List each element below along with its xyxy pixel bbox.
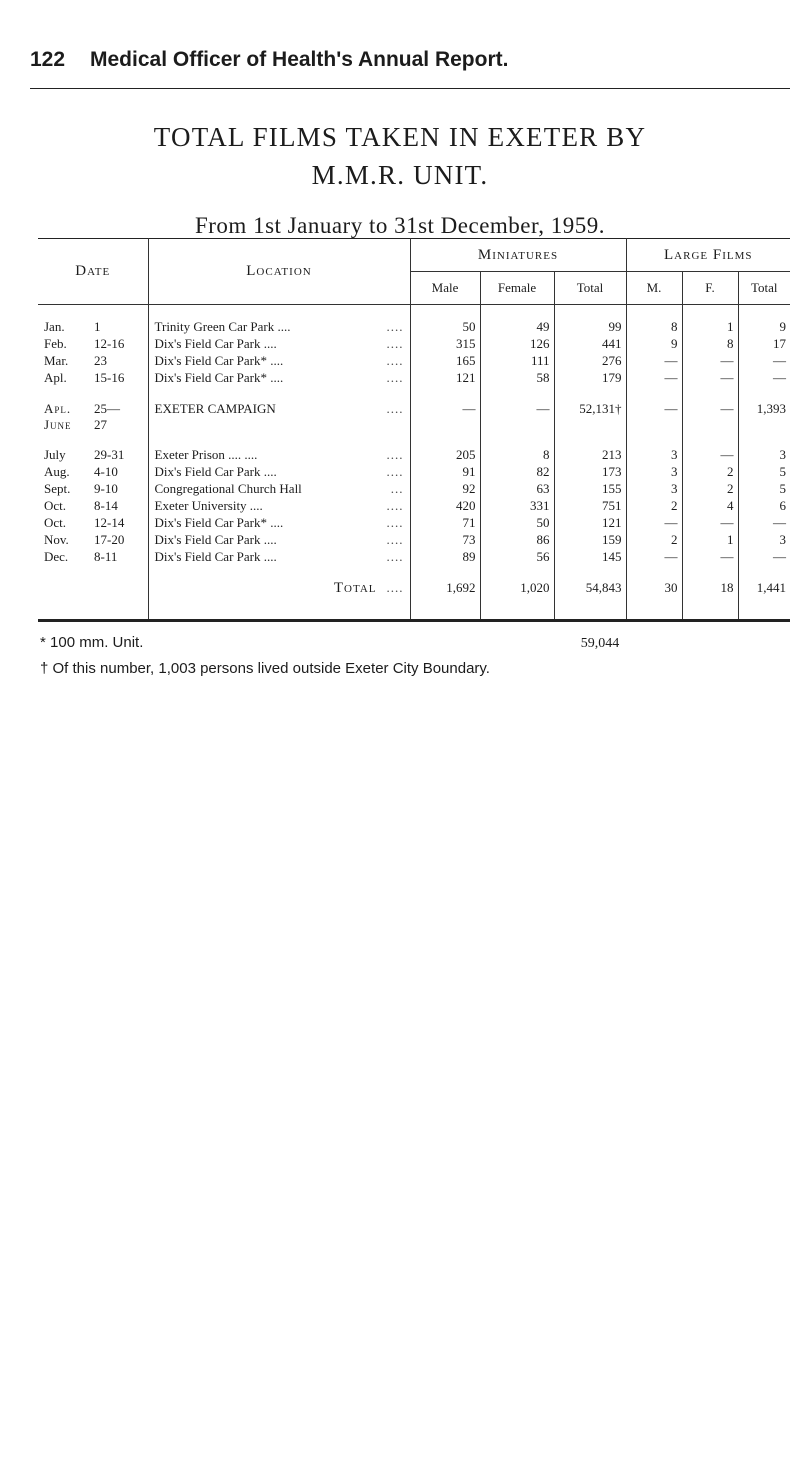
row-male: 73: [410, 532, 480, 549]
row-total: 155: [554, 481, 626, 498]
row-f: 1: [682, 532, 738, 549]
totals-label-text: Total: [333, 580, 377, 596]
totals-f: 18: [682, 580, 738, 597]
totals-row: [38, 580, 790, 597]
row-date: [38, 370, 148, 387]
row-ltotal: 5: [779, 464, 787, 479]
row-day: 23: [94, 353, 107, 368]
row-m: —: [626, 549, 682, 566]
page-header: [30, 48, 790, 89]
row-total: 276: [554, 353, 626, 370]
row-m: —: [626, 515, 682, 532]
row-m: 8: [626, 319, 682, 336]
row-m: 2: [626, 498, 682, 515]
row-location-text: Exeter University ....: [154, 498, 263, 513]
header-female: Female: [480, 272, 554, 305]
row-leader-dots: ....: [386, 353, 404, 368]
row-date: [38, 353, 148, 370]
header-m: M.: [626, 272, 682, 305]
row-total: 159: [554, 532, 626, 549]
header-large-total: Total: [751, 280, 778, 295]
row-total: 99: [554, 319, 626, 336]
table-row: [38, 515, 790, 532]
row-m: 3: [626, 481, 682, 498]
row-location-text: Dix's Field Car Park ....: [154, 549, 277, 564]
row-m: —: [626, 401, 682, 433]
row-total: 145: [554, 549, 626, 566]
row-day: 12-14: [94, 515, 125, 530]
row-f: —: [682, 515, 738, 532]
totals-m: 30: [626, 580, 682, 597]
row-f: 2: [682, 481, 738, 498]
row-leader-dots: ....: [386, 498, 404, 513]
row-month: Nov.: [44, 532, 69, 547]
row-total: 121: [554, 515, 626, 532]
row-location: [148, 353, 410, 370]
row-male: 420: [410, 498, 480, 515]
footnote-star: * 100 mm. Unit.: [40, 634, 144, 651]
table-row: [38, 319, 790, 336]
row-female: 82: [480, 464, 554, 481]
row-month: Apl.: [44, 370, 67, 385]
row-day: 8-14: [94, 498, 118, 513]
subtitle: From 1st January to 31st December, 1959.: [194, 213, 605, 238]
running-title: Medical Officer of Health's Annual Report.: [90, 48, 509, 71]
row-leader-dots: ....: [386, 336, 404, 351]
row-day: 15-16: [94, 370, 125, 385]
row-f: —: [682, 447, 738, 464]
row-leader-dots: ....: [386, 549, 404, 564]
row-month: Mar.: [44, 353, 69, 368]
row-leader-dots: ....: [386, 532, 404, 547]
header-male: Male: [410, 272, 480, 305]
row-month: July: [44, 447, 66, 462]
row-month: Apl.: [44, 401, 72, 416]
totals-ltotal: 1,441: [756, 580, 787, 595]
row-location: [148, 532, 410, 549]
row-f: —: [682, 401, 738, 433]
totals-label: [148, 580, 410, 597]
row-ltotal: —: [773, 370, 787, 385]
row-f: —: [682, 353, 738, 370]
row-day: 29-31: [94, 447, 125, 462]
title-line-1: TOTAL FILMS TAKEN IN EXETER BY: [153, 122, 647, 152]
row-ltotal: 3: [779, 447, 787, 462]
row-m: —: [626, 353, 682, 370]
row-leader-dots: ....: [386, 319, 404, 334]
table-row: [38, 370, 790, 387]
row-location-text: Congregational Church Hall: [154, 481, 302, 496]
row-male: 315: [410, 336, 480, 353]
totals-total: 54,843: [554, 580, 626, 597]
row-male: 92: [410, 481, 480, 498]
row-male: 121: [410, 370, 480, 387]
row-ltotal: 17: [773, 336, 787, 351]
row-ltotal: —: [773, 549, 787, 564]
row-total: 173: [554, 464, 626, 481]
row-location-text: Dix's Field Car Park ....: [154, 532, 277, 547]
row-female: 331: [480, 498, 554, 515]
row-day-end: 27: [94, 417, 107, 432]
header-f: F.: [682, 272, 738, 305]
row-location: [148, 319, 410, 336]
row-ltotal: 6: [779, 498, 787, 513]
row-m: 3: [626, 464, 682, 481]
row-location-text: Dix's Field Car Park ....: [154, 464, 277, 479]
row-location: [148, 549, 410, 566]
row-female: 8: [480, 447, 554, 464]
row-total: 213: [554, 447, 626, 464]
table-row: [38, 336, 790, 353]
row-date: [38, 515, 148, 532]
table-row: [38, 447, 790, 464]
row-f: 1: [682, 319, 738, 336]
row-location-text: EXETER CAMPAIGN: [154, 401, 276, 416]
header-location: Location: [148, 239, 410, 305]
row-date: [38, 464, 148, 481]
row-month-end: June: [44, 417, 72, 432]
row-m: 9: [626, 336, 682, 353]
row-female: —: [480, 401, 554, 433]
row-day: 8-11: [94, 549, 118, 564]
row-male: 89: [410, 549, 480, 566]
table-row: [38, 353, 790, 370]
row-leader-dots: ....: [386, 370, 404, 385]
row-f: —: [682, 370, 738, 387]
row-male: —: [410, 401, 480, 433]
row-month: Jan.: [44, 319, 65, 334]
row-female: 86: [480, 532, 554, 549]
row-ltotal: 1,393: [756, 401, 787, 416]
row-ltotal: 9: [779, 319, 787, 334]
row-day: 4-10: [94, 464, 118, 479]
row-day: 9-10: [94, 481, 118, 496]
row-location: [148, 447, 410, 464]
row-f: 8: [682, 336, 738, 353]
row-m: 3: [626, 447, 682, 464]
row-date: [38, 532, 148, 549]
films-table: [38, 238, 790, 622]
row-day: 12-16: [94, 336, 125, 351]
row-month: Aug.: [44, 464, 70, 479]
table-row: [38, 549, 790, 566]
header-total: Total: [554, 272, 626, 305]
row-date: [38, 498, 148, 515]
row-f: 4: [682, 498, 738, 515]
row-male: 91: [410, 464, 480, 481]
row-month: Sept.: [44, 481, 71, 496]
table-row: [38, 481, 790, 498]
row-month: Oct.: [44, 498, 67, 513]
row-female: 126: [480, 336, 554, 353]
row-month: Dec.: [44, 549, 69, 564]
row-m: —: [626, 370, 682, 387]
row-leader-dots: ....: [386, 464, 404, 479]
table-row: [38, 532, 790, 549]
row-female: 58: [480, 370, 554, 387]
row-location-text: Dix's Field Car Park* ....: [154, 515, 284, 530]
row-leader-dots: ....: [386, 515, 404, 530]
row-day: 17-20: [94, 532, 125, 547]
row-date: [38, 549, 148, 566]
row-month: Feb.: [44, 336, 67, 351]
row-leader-dots: ...: [390, 481, 404, 496]
row-male: 205: [410, 447, 480, 464]
row-month: Oct.: [44, 515, 67, 530]
row-male: 165: [410, 353, 480, 370]
row-female: 56: [480, 549, 554, 566]
row-location: [148, 401, 410, 433]
grand-total: 59,044: [580, 636, 620, 651]
row-total: 441: [554, 336, 626, 353]
row-total: 751: [554, 498, 626, 515]
row-female: 49: [480, 319, 554, 336]
header-miniatures: Miniatures: [410, 239, 626, 272]
table-row: [38, 401, 790, 433]
row-date: [38, 319, 148, 336]
row-location: [148, 481, 410, 498]
header-large-films: Large Films: [626, 239, 790, 272]
footnote-dagger: † Of this number, 1,003 persons lived outside Exeter City Boundary.: [40, 660, 490, 677]
row-location-text: Dix's Field Car Park ....: [154, 336, 277, 351]
totals-leader-dots: ....: [386, 580, 404, 595]
row-date: [38, 447, 148, 464]
row-day: 1: [94, 319, 101, 334]
title-block: [0, 118, 800, 246]
row-date: [38, 481, 148, 498]
totals-female: 1,020: [480, 580, 554, 597]
row-date: [38, 401, 148, 433]
table-row: [38, 464, 790, 481]
row-location-text: Dix's Field Car Park* ....: [154, 370, 284, 385]
row-location: [148, 498, 410, 515]
row-ltotal: 3: [779, 532, 787, 547]
table-row: [38, 498, 790, 515]
row-location: [148, 336, 410, 353]
row-total: 179: [554, 370, 626, 387]
row-female: 63: [480, 481, 554, 498]
row-ltotal: 5: [779, 481, 787, 496]
row-location: [148, 515, 410, 532]
row-leader-dots: ....: [386, 401, 404, 416]
page-number: 122: [30, 48, 66, 71]
totals-date-blank: [38, 580, 148, 597]
row-male: 71: [410, 515, 480, 532]
row-location-text: Trinity Green Car Park ....: [154, 319, 291, 334]
header-date: Date: [38, 239, 148, 305]
row-female: 111: [480, 353, 554, 370]
row-female: 50: [480, 515, 554, 532]
row-m: 2: [626, 532, 682, 549]
row-day: 25—: [94, 401, 120, 416]
row-location: [148, 464, 410, 481]
row-f: 2: [682, 464, 738, 481]
title-line-2: M.M.R. UNIT.: [311, 160, 489, 190]
row-location-text: Dix's Field Car Park* ....: [154, 353, 284, 368]
totals-male: 1,692: [410, 580, 480, 597]
row-date: [38, 336, 148, 353]
row-f: —: [682, 549, 738, 566]
row-total: 52,131†: [554, 401, 626, 433]
row-leader-dots: ....: [386, 447, 404, 462]
row-location-text: Exeter Prison .... ....: [154, 447, 258, 462]
row-ltotal: —: [773, 515, 787, 530]
row-male: 50: [410, 319, 480, 336]
row-location: [148, 370, 410, 387]
row-ltotal: —: [773, 353, 787, 368]
